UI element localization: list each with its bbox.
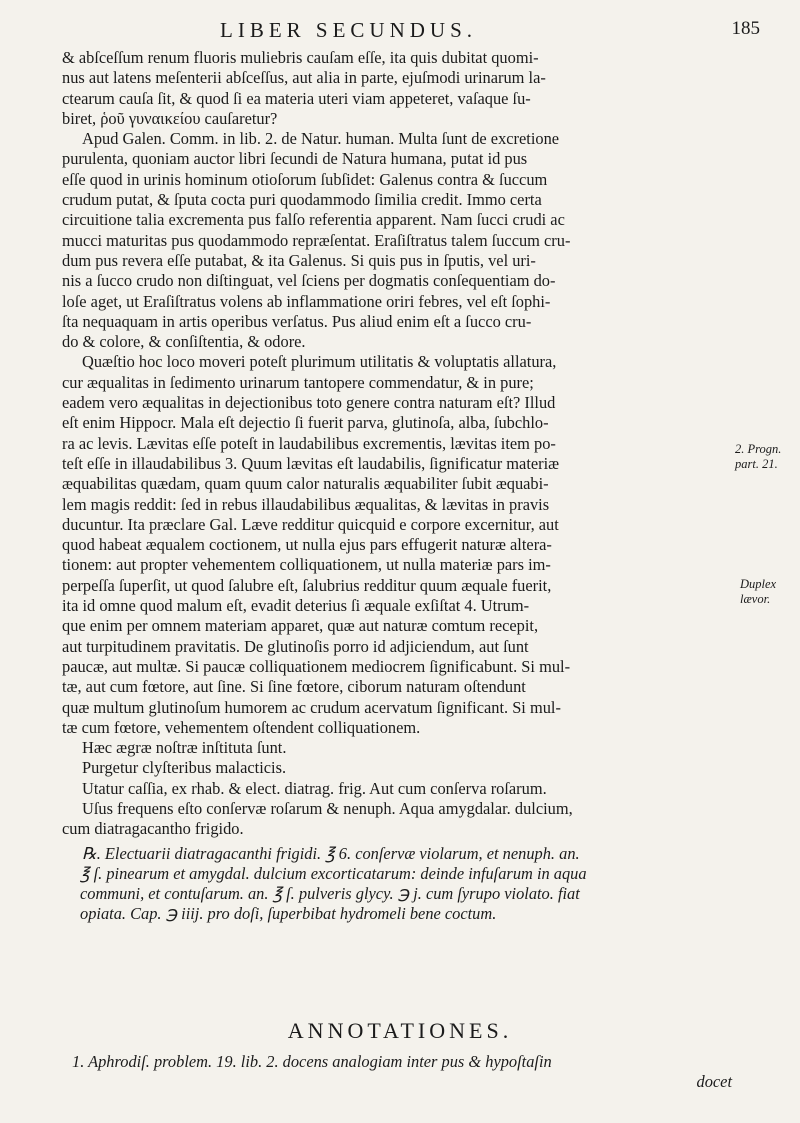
- text-line: tæ, aut cum fœtore, aut ſine. Si ſine fœtore, ciborum naturam oſtendunt: [62, 677, 526, 697]
- text-line: nus aut latens meſenterii abſceſſus, aut alia in parte, ejuſmodi urinarum la-: [62, 68, 546, 88]
- text-line: loſe aget, ut Eraſiſtratus volens ab inflammatione oriri febres, vel eſt ſophi-: [62, 291, 551, 311]
- paragraph-usus: [62, 799, 732, 840]
- text-line: do & colore, & conſiſtentia, & odore.: [62, 332, 306, 352]
- text-line: Apud Galen. Comm. in lib. 2. de Natur. human. Multa ſunt de excretione: [82, 129, 560, 149]
- annotation-item: [62, 1052, 732, 1093]
- text-line: Uſus frequens eſto conſervæ roſarum & nenuph. Aqua amygdalar. dulcium,: [82, 798, 573, 818]
- text-line: nis a ſucco crudo non diſtinguat, vel ſciens per dogmatis conſequentiam do-: [62, 271, 556, 291]
- paragraph-instituta: [62, 738, 732, 758]
- text-line: ra ac levis. Lævitas eſſe poteſt in laudabilibus excrementis, lævitas item po-: [62, 433, 556, 453]
- text-line: eadem vero æqualitas in dejectionibus toto genere contra naturam eſt? Illud: [62, 393, 556, 413]
- margin-note-line: Duplex: [740, 577, 777, 591]
- text-line: æquabilitas quædam, quam quum calor naturalis æquabiliter ſubit æquabi-: [62, 474, 549, 494]
- text-line: crudum putat, & ſputa cocta puri quodammodo ſimilia credit. Immo certa: [62, 190, 542, 210]
- text-line: Quæſtio hoc loco moveri poteſt plurimum utilitatis & voluptatis allatura,: [82, 352, 557, 372]
- text-line: communi, et contuſarum. an. ℥ ſ. pulveris glycy. ℈ j. cum ſyrupo violato. fiat: [80, 884, 580, 904]
- text-line: lem magis reddit: ſed in rebus illaudabilibus æqualitas, & lævitas in pravis: [62, 494, 550, 514]
- paragraph-quaestio: [62, 352, 732, 738]
- text-line: purulenta, quoniam auctor libri ſecundi de Natura humana, putat id pus: [62, 149, 528, 169]
- paragraph-purgetur: [62, 758, 732, 778]
- margin-note-prognostics: [735, 442, 781, 472]
- text-line: que enim per omnem materiam apparet, quæ aut naturæ comtum recepit,: [62, 616, 539, 636]
- margin-note-line: 2. Progn.: [735, 442, 782, 456]
- annotation-tail: docet: [696, 1072, 732, 1092]
- text-line: mucci maturitas pus quodammodo repræſentat. Eraſiſtratus talem ſuccum cru-: [62, 230, 571, 250]
- text-line: Utatur caſſia, ex rhab. & elect. diatrag. frig. Aut cum conſerva roſarum.: [82, 778, 547, 798]
- text-line: perpeſſa ſuperſit, ut quod ſalubre eſt, ſalubrius redditur quum æquale fuerit,: [62, 575, 552, 595]
- paragraph-galen: [62, 129, 732, 352]
- recipe-prescription: [62, 844, 732, 925]
- text-line: eſt enim Hippocr. Mala eſt dejectio ſi fuerit parva, glutinoſa, alba, ſubchlo-: [62, 413, 549, 433]
- text-line: biret, ῥοῦ γυναικείου cauſaretur?: [62, 108, 278, 128]
- text-line: opiata. Cap. ℈ iiij. pro doſi, ſuperbibat hydromeli bene coctum.: [80, 904, 497, 924]
- text-line: ducuntur. Ita præclare Gal. Læve redditur quicquid e corpore excernitur, aut: [62, 514, 559, 534]
- text-line: Purgetur clyſteribus malacticis.: [82, 758, 287, 778]
- text-line: cur æqualitas in ſedimento urinarum tantopere commendatur, & in pure;: [62, 372, 534, 392]
- page-number: 185: [731, 18, 760, 39]
- text-line: & abſceſſum renum fluoris muliebris cauſam eſſe, ita quis dubitat quomi-: [62, 48, 539, 67]
- text-line: eſſe quod in urinis hominum otioſorum ſubſidet: Galenus contra & ſuccum: [62, 169, 548, 189]
- text-line: quod habeat æqualem coctionem, ut nulla ejus pars effugerit naturæ altera-: [62, 535, 552, 555]
- text-line: cum diatragacantho frigido.: [62, 819, 244, 839]
- text-line: ℞. Electuarii diatragacanthi frigidi. ℥ 6. conſervæ violarum, et nenuph. an.: [82, 843, 580, 863]
- text-line: ℥ ſ. pinearum et amygdal. dulcium excorticatarum: deinde infuſarum in aqua: [80, 863, 587, 883]
- annotations-heading: ANNOTATIONES.: [287, 1018, 513, 1043]
- text-line: quæ multum glutinoſum humorem ac crudum acervatum ſignificant. Si mul-: [62, 697, 561, 717]
- text-line: ctearum cauſa ſit, & quod ſi ea materia uteri viam appeteret, vaſaque ſu-: [62, 88, 531, 108]
- text-line: ita id omne quod malum eſt, evadit deterius ſi æquale exſiſtat 4. Utrum-: [62, 596, 530, 616]
- text-line: Hæc ægræ noſtræ inſtituta ſunt.: [82, 738, 287, 758]
- text-line: tionem: aut propter vehementem colliquationem, ut nulla materiæ pars im-: [62, 555, 551, 575]
- text-line: tæ cum fœtore, vehementem oſtendent colliquationem.: [62, 717, 421, 737]
- running-head: LIBER SECUNDUS.: [220, 18, 478, 42]
- margin-note-duplex: [740, 577, 776, 607]
- text-line: paucæ, aut multæ. Si paucæ colliquationem mediocrem ſignificabunt. Si mul-: [62, 656, 571, 676]
- text-line: dum pus revera eſſe putabat, & ita Galenus. Si quis pus in ſputis, vel uri-: [62, 250, 536, 270]
- paragraph-continuation: [62, 48, 732, 129]
- annotation-line: 1. Aphrodiſ. problem. 19. lib. 2. docens analogiam inter pus & hypoſtaſin: [72, 1052, 552, 1071]
- margin-note-line: part. 21.: [735, 457, 778, 471]
- text-line: ſta nequaquam in artis operibus verſatus. Pus aliud enim eſt a ſucco cru-: [62, 311, 532, 331]
- margin-note-line: lævor.: [740, 592, 771, 606]
- text-line: aut turpitudinem pravitatis. De glutinoſis porro id adjiciendum, aut ſunt: [62, 636, 529, 656]
- paragraph-utatur: [62, 779, 732, 799]
- body-text: [62, 48, 732, 925]
- text-line: circuitione talia excrementa pus falſo referentia apparent. Nam ſucci crudi ac: [62, 210, 565, 230]
- page-header: [60, 18, 760, 48]
- text-line: teſt eſſe in illaudabilibus 3. Quum lævitas eſt laudabilis, ſignificatur materiæ: [62, 453, 560, 473]
